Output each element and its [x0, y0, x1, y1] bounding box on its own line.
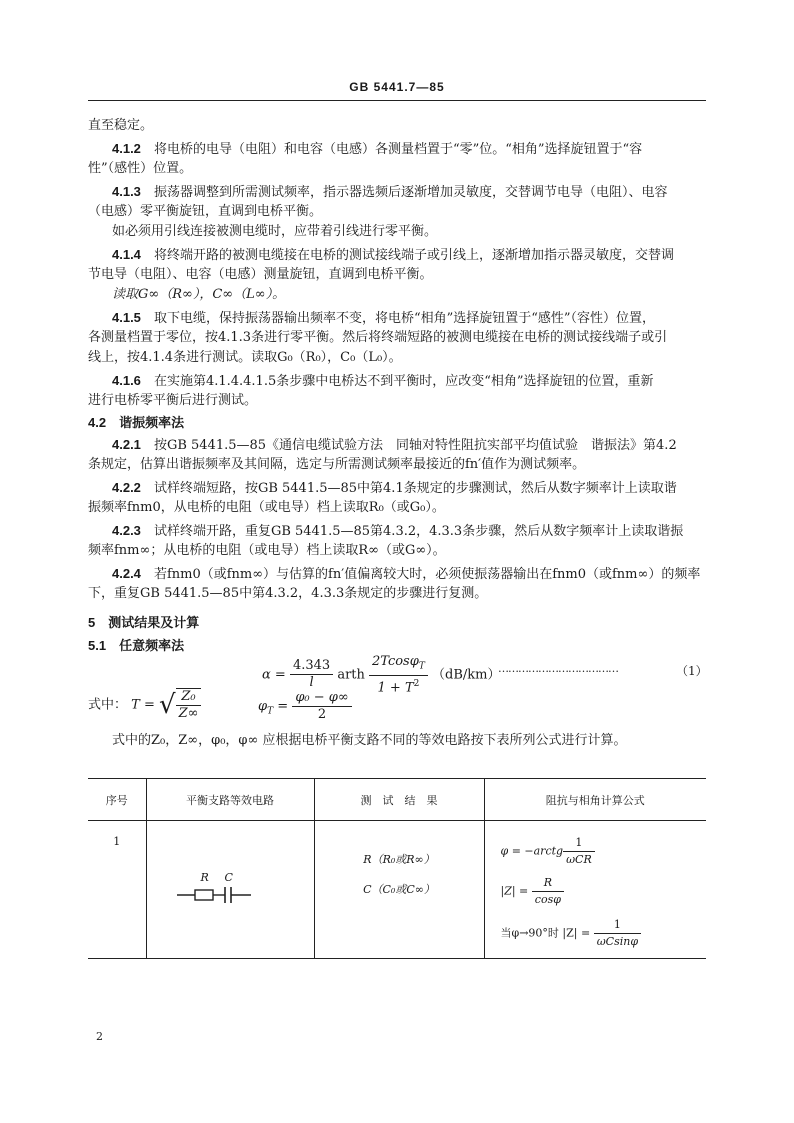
page-header: GB 5441.7—85	[349, 80, 445, 94]
section-4-2-heading: 4.2 谐振频率法	[88, 415, 185, 430]
formula-1-equation-number: （1）	[676, 664, 708, 678]
circuit-label-r: R	[200, 871, 209, 884]
table-header-circuit: 平衡支路等效电路	[146, 779, 314, 821]
rc-series-circuit-icon	[147, 821, 315, 957]
header-rule	[88, 100, 706, 101]
clause-4-1-4: 4.1.4 将终端开路的被测电缆接在电桥的测试接线端子或引线上，逐渐增加指示器灵敏度，交替调	[112, 247, 674, 263]
table-row	[88, 821, 706, 959]
table-cell-index: 1	[88, 821, 146, 959]
section-5-1-heading: 5.1 任意频率法	[88, 638, 185, 653]
clause-4-2-3: 4.2.3 试样终端开路，重复GB 5441.5—85第4.3.2，4.3.3条步骤，然后从数字频率计上读取谐振	[112, 523, 684, 539]
table-cell-results	[314, 821, 484, 959]
clause-4-1-2: 4.1.2 将电桥的电导（电阻）和电容（电感）各测量档置于“零”位。“相角”选择旋钮置于“容	[112, 141, 643, 157]
equivalent-circuit-table	[88, 778, 706, 959]
table-cell-formulas	[484, 821, 706, 959]
clause-4-2-1: 4.2.1 按GB 5441.5—85《通信电缆试验方法 同轴对特性阻抗实部平均值试验 谐振法》第4.2	[112, 437, 677, 453]
text-line: 线上，按4.1.4条进行测试。读取G₀（R₀），C₀（L₀）。	[88, 350, 402, 365]
text-line: 频率fnm∞；从电桥的电阻（或电导）档上读取R∞（或G∞）。	[88, 543, 446, 558]
formula-phi-t: $\varphi_T$ = $\frac{\text{φ₀ − φ∞}}{2}$	[258, 690, 352, 723]
table-header-results: 测 试 结 果	[314, 779, 484, 821]
result-capacitance: C（C₀或C∞）	[363, 883, 435, 896]
formula-2: 式中： T = √ $\frac{\text{Z₀}}{Z\infty}$	[88, 688, 201, 722]
sqrt-fraction: $\frac{\text{Z₀}}{Z\infty}$	[176, 688, 202, 722]
text-line: 读取G∞（R∞），C∞（L∞）。	[112, 287, 286, 302]
clause-4-1-5: 4.1.5 取下电缆，保持振荡器输出频率不变，将电桥“相角”选择旋钮置于“感性”（容性）位置，	[112, 310, 656, 326]
text-line: 各测量档置于零位，按4.1.3条进行零平衡。然后将终端短路的被测电缆接在电桥的测试接线端子或引	[88, 330, 668, 345]
table-header-row	[88, 779, 706, 821]
table-header-index: 序号	[88, 779, 146, 821]
clause-4-1-6: 4.1.6 在实施第4.1.4.4.1.5条步骤中电桥达不到平衡时，应改变“相角”选择旋钮的位置，重新	[112, 373, 654, 389]
text-line: 节电导（电阻）、电容（电感）测量旋钮，直调到电桥平衡。	[88, 267, 433, 282]
text-line: 下，重复GB 5441.5—85中第4.3.2，4.3.3条规定的步骤进行复测。	[88, 586, 488, 601]
text-line: （电感）零平衡旋钮，直调到电桥平衡。	[88, 204, 323, 219]
result-resistance: R（R₀或R∞）	[363, 853, 435, 866]
text-line: 振频率fnm0，从电桥的电阻（或电导）档上读取R₀（或G₀）。	[88, 500, 445, 515]
table-header-formulas: 阻抗与相角计算公式	[484, 779, 706, 821]
text-line: 如必须用引线连接被测电缆时，应带着引线进行零平衡。	[112, 224, 438, 239]
formula-1-leader-dots: ………………………………	[498, 662, 618, 675]
table-cell-circuit	[146, 821, 314, 959]
clause-4-1-3: 4.1.3 振荡器调整到所需测试频率，指示器选频后逐渐增加灵敏度，交替调节电导（电阻）、电容	[112, 184, 668, 200]
sqrt-sign: √	[159, 690, 176, 720]
circuit-label-c: C	[224, 871, 233, 884]
formula-note: 式中的Z₀，Z∞，φ₀，φ∞ 应根据电桥平衡支路不同的等效电路按下表所列公式进行计算。	[112, 733, 627, 748]
formula-1-fraction-a: $\frac{4.343}{l}$	[290, 658, 333, 691]
formula-impedance: |Z| = $\frac{R}{\cos\varphi}$	[501, 875, 707, 917]
text-line: 进行电桥零平衡后进行测试。	[88, 393, 258, 408]
clause-4-2-4: 4.2.4 若fnm0（或fnm∞）与估算的fn′值偏离较大时，必须使振荡器输出在fnm0（或fnm∞）的频率	[112, 566, 701, 582]
formula-phase: φ = −arctg $\frac{1}{\text{ωCR}}$	[501, 835, 707, 875]
text-line: 条规定，估算出谐振频率及其间隔，选定与所需测试频率最接近的fn′值作为测试频率。	[88, 457, 586, 472]
page-number: 2	[96, 1030, 103, 1043]
text-line: 直至稳定。	[88, 118, 154, 133]
formula-1-fraction-b: $\frac{2Tcos\varphi_T}{1 + T^2}$	[369, 654, 428, 696]
clause-4-2-2: 4.2.2 试样终端短路，按GB 5441.5—85中第4.1条规定的步骤测试，然后从数字频率计上读取谐	[112, 480, 677, 496]
formula-1: α = $\frac{4.343}{l}$ arth $\frac{2Tcos\varphi_T}{1 + T^2}$ （dB/km）	[262, 654, 501, 695]
formula-impedance-90: 当φ→90°时 |Z| = $\frac{1}{\omega Csin\varphi}$	[501, 917, 707, 950]
text-line: 性”（感性）位置。	[88, 161, 193, 176]
phi-t-fraction: $\frac{\text{φ₀ − φ∞}}{2}$	[292, 690, 351, 723]
section-5-heading: 5 测试结果及计算	[88, 615, 200, 630]
